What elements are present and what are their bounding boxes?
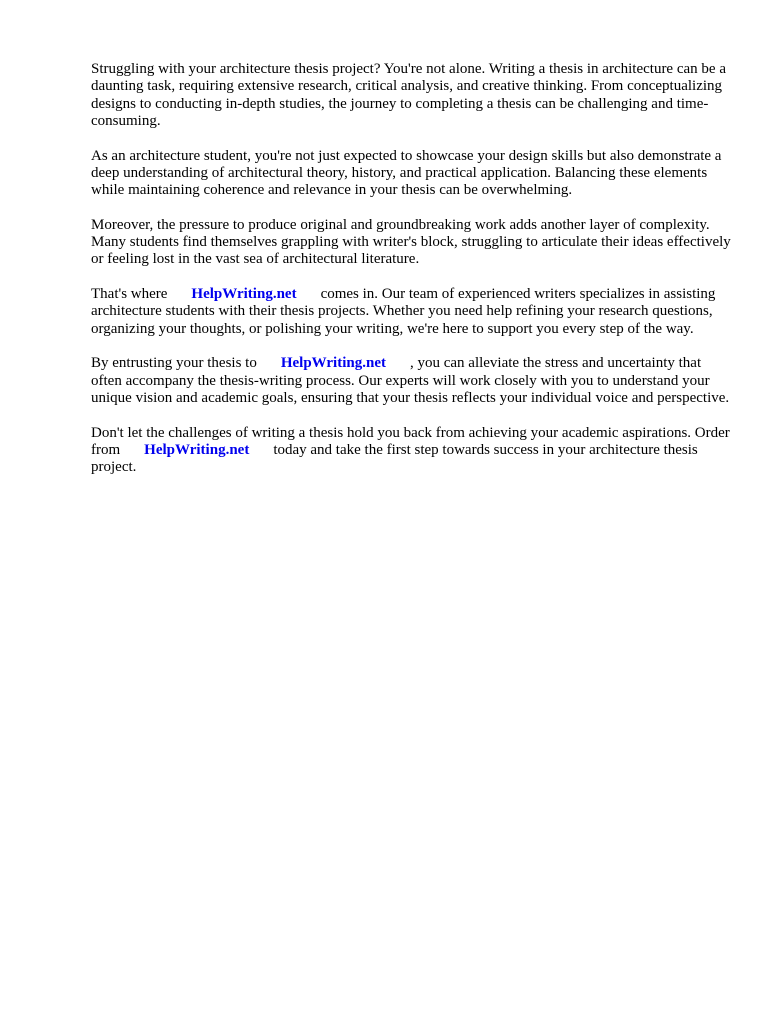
paragraph-pressure: Moreover, the pressure to produce original and groundbreaking work adds another layer of complexity. Many students find themselves grappling with writer's block, struggling to articulate their ideas effectively or feeling lost in the vast sea of architectural literature. bbox=[91, 216, 731, 268]
paragraph-text: That's where bbox=[91, 286, 168, 303]
document-body bbox=[91, 61, 731, 494]
paragraph-call-to-action bbox=[91, 425, 731, 477]
helpwriting-link[interactable]: HelpWriting.net bbox=[144, 442, 250, 458]
paragraph-text: Don't let the challenges of writing a thesis hold you back from achieving your academic aspirations. Order from bbox=[91, 424, 730, 458]
paragraph-text: , you can alleviate the stress and uncertainty that often accompany the thesis-writing process. Our experts will work closely with you to understand your unique vision and academic goals, ensuring that your thesis reflects your individual voice and perspective. bbox=[91, 355, 730, 407]
paragraph-text: comes in. Our team of experienced writers specializes in assisting architecture students with their thesis projects. Whether you need help refining your research questions, organizing your thoughts, or polishing your writing, we're here to support you every step of the way. bbox=[91, 286, 716, 337]
paragraph-thats-where bbox=[91, 286, 731, 338]
helpwriting-link[interactable]: HelpWriting.net bbox=[191, 286, 297, 303]
paragraph-student-expectations: As an architecture student, you're not just expected to showcase your design skills but also demonstrate a deep understanding of architectural theory, history, and practical application. Balancing these elements while maintaining coherence and relevance in your thesis can be overwhelming. bbox=[91, 147, 722, 199]
paragraph-entrusting bbox=[91, 355, 731, 407]
paragraph-text: By entrusting your thesis to bbox=[91, 355, 257, 372]
paragraph-text: today and take the first step towards success in your architecture thesis project. bbox=[91, 442, 698, 476]
paragraph-intro: Struggling with your architecture thesis project? You're not alone. Writing a thesis in architecture can be a daunting task, requiring extensive research, critical analysis, and creative thinking. From conceptualizing designs to conducting in-depth studies, the journey to completing a thesis can be challenging and time-consuming. bbox=[91, 61, 726, 129]
helpwriting-link[interactable]: HelpWriting.net bbox=[280, 355, 386, 372]
